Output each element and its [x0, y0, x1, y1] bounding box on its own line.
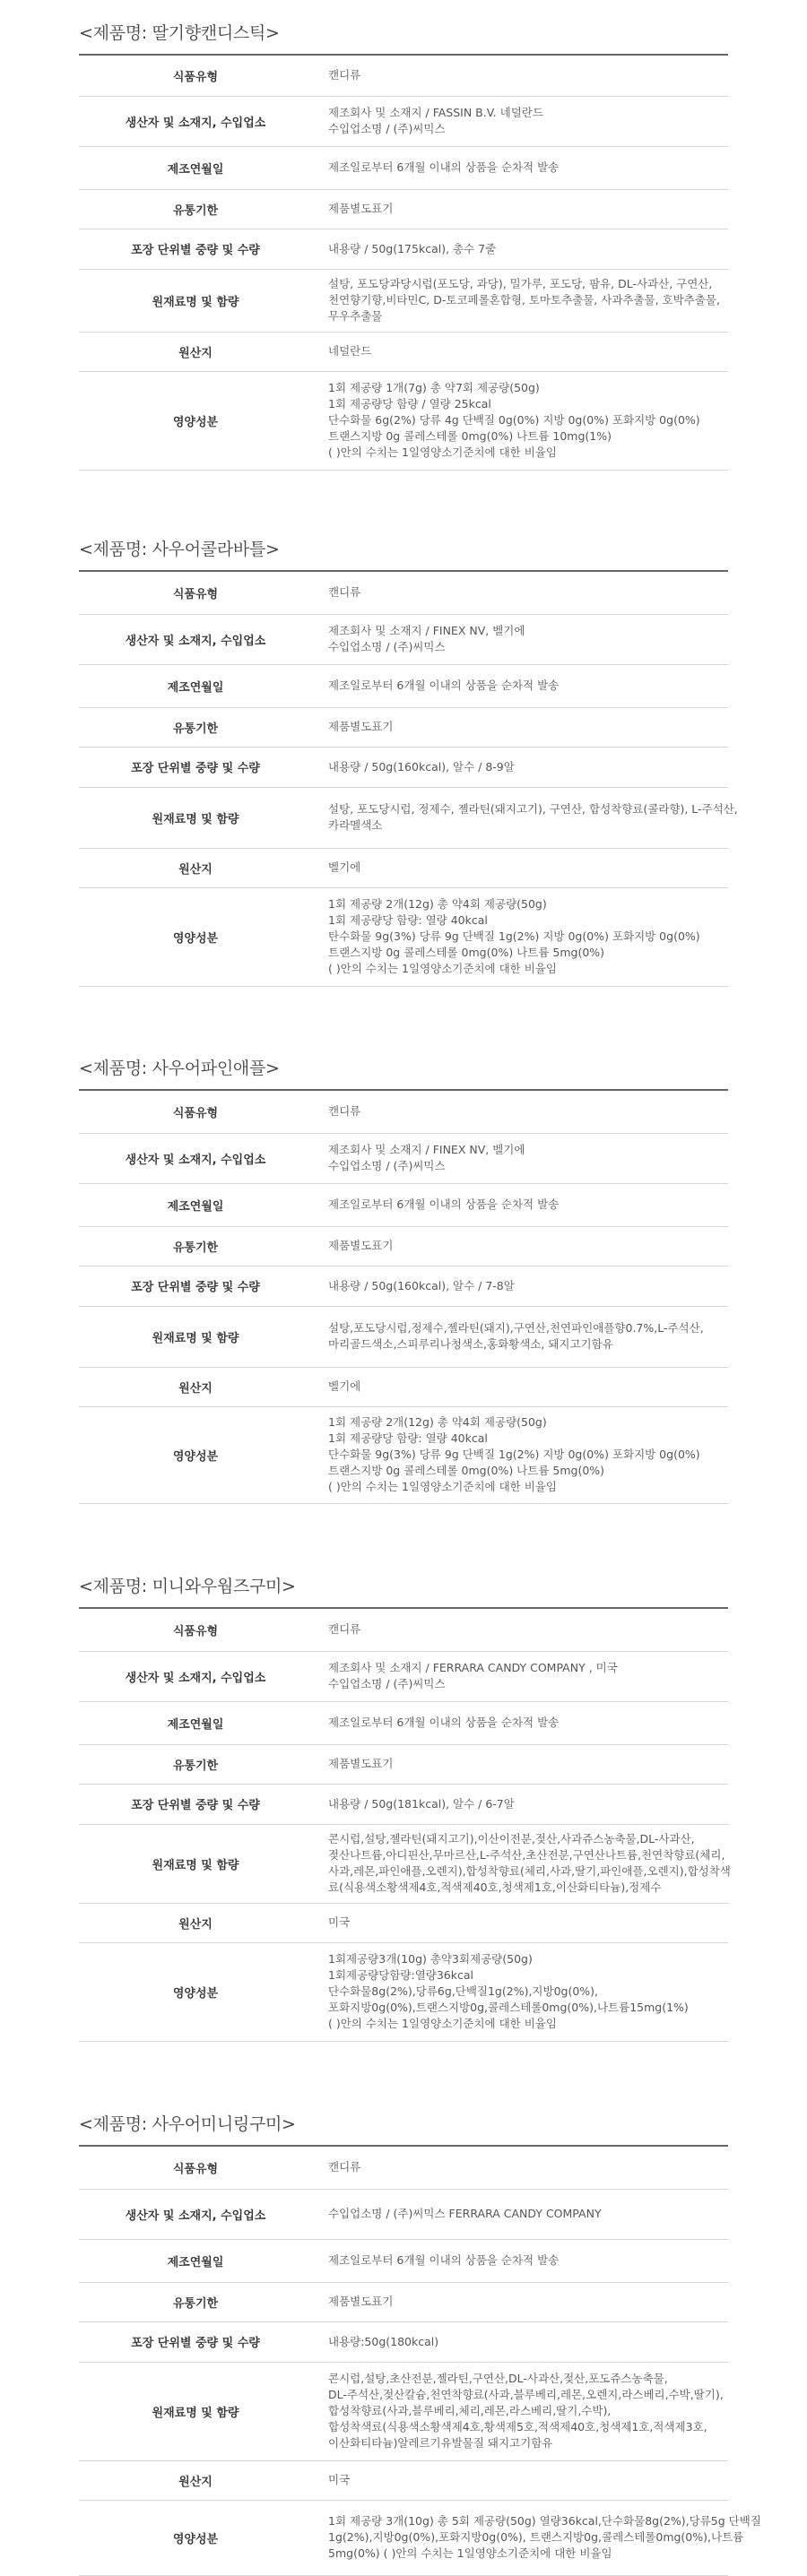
row-label: 제조연월일 [79, 1183, 312, 1226]
row-label: 포장 단위별 중량 및 수량 [79, 1266, 312, 1306]
value-line: 벨기에 [328, 860, 361, 874]
value-line: 제조일로부터 6개월 이내의 상품을 순차적 발송 [328, 160, 560, 174]
value-line: 제조회사 및 소재지 / FINEX NV, 벨기에 [328, 624, 525, 637]
row-value [312, 1784, 728, 1824]
row-value [312, 1367, 728, 1406]
value-line: ( )안의 수치는 1일영양소기준치에 대한 비율임 [328, 2017, 557, 2030]
value-line: 설탕, 포도당과당시럽(포도당, 과당), 밀가루, 포도당, 팜유, DL-사과산, 구연산, [328, 277, 713, 290]
value-line: 제조일로부터 6개월 이내의 상품을 순차적 발송 [328, 679, 560, 692]
table-row [79, 1133, 728, 1183]
value-line: 제품별도표기 [328, 1757, 394, 1770]
row-label: 원재료명 및 함량 [79, 2362, 312, 2460]
row-label: 제조연월일 [79, 146, 312, 189]
table-row [79, 2282, 728, 2321]
row-label: 생산자 및 소재지, 수입업소 [79, 614, 312, 664]
row-value [312, 1406, 728, 1503]
value-line: 트랜스지방 0g 콜레스테롤 0mg(0%) 나트륨 10mg(1%) [328, 429, 612, 443]
row-label: 식품유형 [79, 2146, 312, 2189]
table-row [79, 614, 728, 664]
table-row [79, 1824, 728, 1903]
row-value [312, 2362, 728, 2460]
row-label: 원산지 [79, 2460, 312, 2500]
row-label: 유통기한 [79, 707, 312, 747]
table-row [79, 2460, 728, 2500]
value-line: 카라멜색소 [328, 818, 383, 832]
value-line: 1회 제공량당 함량: 열량 40kcal [328, 913, 488, 927]
row-value [312, 1651, 728, 1701]
value-line: 수입업소명 / (주)씨믹스 FERRARA CANDY COMPANY [328, 2207, 602, 2220]
row-value [312, 848, 728, 887]
table-row [79, 1226, 728, 1266]
value-line: 캔디류 [328, 68, 361, 82]
row-label: 원산지 [79, 332, 312, 371]
row-label: 식품유형 [79, 1090, 312, 1133]
value-line: 내용량:50g(180kcal) [328, 2334, 439, 2348]
table-row [79, 269, 728, 332]
table-row [79, 747, 728, 787]
value-line: 수입업소명 / (주)씨믹스 [328, 640, 446, 653]
row-value [312, 2239, 728, 2282]
row-value [312, 2460, 728, 2500]
row-value [312, 1266, 728, 1306]
table-row [79, 1367, 728, 1406]
value-line: 벨기에 [328, 1379, 361, 1393]
row-value [312, 1903, 728, 1942]
value-line: 내용량 / 50g(160kcal), 알수 / 7-8알 [328, 1278, 515, 1292]
table-row [79, 1903, 728, 1942]
row-value [312, 189, 728, 229]
row-value [312, 887, 728, 986]
row-value [312, 747, 728, 787]
row-label: 유통기한 [79, 2282, 312, 2321]
spec-table [79, 54, 728, 471]
table-row [79, 1090, 728, 1133]
table-row [79, 1651, 728, 1701]
value-line: 네덜란드 [328, 344, 372, 358]
value-line: 1회제공량3개(10g) 총약3회제공량(50g) [328, 1952, 533, 1966]
value-line: 단수화물 9g(3%) 당류 9g 단백질 1g(2%) 지방 0g(0%) 포화지방 0g(0%) [328, 1448, 700, 1461]
value-line: 이산화티타늄)알레르기유발물질 돼지고기함유 [328, 2436, 553, 2450]
table-row [79, 2146, 728, 2189]
row-value [312, 229, 728, 269]
value-line: 캔디류 [328, 585, 361, 600]
table-row [79, 2362, 728, 2460]
table-row [79, 371, 728, 470]
value-line: 1회 제공량당 함량: 열량 40kcal [328, 1431, 488, 1445]
product-title: <제품명: 미니와우웜즈구미> [79, 1577, 296, 1596]
row-label: 식품유형 [79, 55, 312, 96]
row-label: 식품유형 [79, 571, 312, 614]
value-line: 마리골드색소,스피루리나청색소,홍화황색소, 돼지고기함유 [328, 1337, 613, 1351]
value-line: 미국 [328, 1915, 351, 1929]
value-line: 캔디류 [328, 1622, 361, 1637]
table-row [79, 2239, 728, 2282]
value-line: 내용량 / 50g(181kcal), 알수 / 6-7알 [328, 1796, 515, 1811]
value-line: 포화지방0g(0%),트랜스지방0g,콜레스테롤0mg(0%),나트륨15mg(1%) [328, 2001, 689, 2014]
product-title: <제품명: 사우어미니링구미> [79, 2114, 296, 2134]
table-row [79, 189, 728, 229]
value-line: 천연향기향,비타민C, D-토코페롤혼합형, 토마토추출물, 사과추출물, 호박추출물, [328, 293, 720, 307]
row-label: 원재료명 및 함량 [79, 269, 312, 332]
row-label: 생산자 및 소재지, 수입업소 [79, 96, 312, 146]
table-row [79, 1608, 728, 1651]
value-line: 1회 제공량 2개(12g) 총 약4회 제공량(50g) [328, 1415, 547, 1429]
value-line: 제품별도표기 [328, 2295, 394, 2308]
table-row [79, 1406, 728, 1503]
value-line: 캔디류 [328, 2160, 361, 2174]
row-value [312, 2500, 761, 2575]
row-label: 유통기한 [79, 1226, 312, 1266]
table-row [79, 55, 728, 96]
row-value [312, 332, 728, 371]
row-label: 영양성분 [79, 371, 312, 470]
row-label: 원산지 [79, 1903, 312, 1942]
row-label: 생산자 및 소재지, 수입업소 [79, 1133, 312, 1183]
row-label: 제조연월일 [79, 2239, 312, 2282]
value-line: 1회제공량당함량:열량36kcal [328, 1968, 473, 1982]
table-row [79, 229, 728, 269]
value-line: 1회 제공량 1개(7g) 총 약7회 제공량(50g) [328, 381, 540, 394]
row-label: 포장 단위별 중량 및 수량 [79, 2321, 312, 2362]
value-line: 제조회사 및 소재지 / FINEX NV, 벨기에 [328, 1143, 525, 1156]
table-row [79, 787, 728, 848]
row-value [312, 1744, 728, 1784]
value-line: 제조회사 및 소재지 / FERRARA CANDY COMPANY , 미국 [328, 1661, 618, 1674]
value-line: ( )안의 수치는 1일영양소기준치에 대한 비율임 [328, 962, 557, 975]
value-line: DL-주석산,젖산칼슘,천연착향료(사과,블루베리,레몬,오렌지,라스베리,수박,딸기), [328, 2388, 724, 2401]
table-row [79, 1942, 728, 2041]
value-line: 료(식용색소황색제4호,적색제40호,청색제1호,이산화티타늄),정제수 [328, 1880, 662, 1894]
spec-table [79, 570, 738, 987]
row-value [312, 96, 728, 146]
value-line: 1g(2%),지방0g(0%),포화지방0g(0%), 트랜스지방0g,콜레스테롤0mg(0%),나트륨 [328, 2530, 744, 2544]
value-line: 콘시럽,설탕,초산전분,젤라틴,구연산,DL-사과산,젖산,포도쥬스농축물, [328, 2372, 668, 2385]
row-value [312, 1306, 728, 1367]
value-line: 단수화물8g(2%),당류6g,단백질1g(2%),지방0g(0%), [328, 1984, 599, 1998]
table-row [79, 2500, 728, 2575]
row-label: 영양성분 [79, 2500, 312, 2575]
row-value [312, 1133, 728, 1183]
row-label: 영양성분 [79, 1942, 312, 2041]
table-row [79, 1784, 728, 1824]
table-row [79, 1183, 728, 1226]
table-row [79, 1744, 728, 1784]
value-line: 1회 제공량당 함량 / 열량 25kcal [328, 397, 491, 411]
value-line: 1회 제공량 3개(10g) 총 5회 제공량(50g) 열량36kcal,단수화물8g(2%),당류5g 단백질 [328, 2514, 761, 2528]
table-row [79, 571, 728, 614]
value-line: 내용량 / 50g(175kcal), 총수 7줄 [328, 241, 497, 255]
value-line: 콘시럽,설탕,젤라틴(돼지고기),이산이전분,젖산,사과쥬스농축물,DL-사과산, [328, 1832, 695, 1846]
table-row [79, 2321, 728, 2362]
spec-table [79, 2145, 761, 2576]
row-value [312, 2321, 728, 2362]
row-label: 원산지 [79, 848, 312, 887]
table-row [79, 887, 728, 986]
value-line: 합성착색료(식용색소황색제4호,황색제5호,적색제40호,청색제1호,적색제3호, [328, 2420, 707, 2433]
row-value [312, 571, 728, 614]
row-value [312, 1090, 728, 1133]
table-row [79, 2189, 728, 2239]
value-line: 제조일로부터 6개월 이내의 상품을 순차적 발송 [328, 1716, 560, 1729]
row-value [312, 614, 728, 664]
row-label: 생산자 및 소재지, 수입업소 [79, 2189, 312, 2239]
row-value [312, 2189, 728, 2239]
value-line: 제조일로부터 6개월 이내의 상품을 순차적 발송 [328, 2253, 560, 2267]
row-value [312, 1608, 728, 1651]
row-label: 포장 단위별 중량 및 수량 [79, 747, 312, 787]
table-row [79, 707, 728, 747]
value-line: 미국 [328, 2473, 351, 2486]
value-line: 내용량 / 50g(160kcal), 알수 / 8-9알 [328, 759, 515, 774]
row-label: 원재료명 및 함량 [79, 1824, 312, 1903]
value-line: ( )안의 수치는 1일영양소기준치에 대한 비율임 [328, 445, 557, 459]
value-line: 제품별도표기 [328, 1239, 394, 1252]
table-row [79, 146, 728, 189]
value-line: 탄수화물 9g(3%) 당류 9g 단백질 1g(2%) 지방 0g(0%) 포화지방 0g(0%) [328, 929, 700, 943]
row-label: 제조연월일 [79, 664, 312, 707]
value-line: ( )안의 수치는 1일영양소기준치에 대한 비율임 [328, 1480, 557, 1493]
value-line: 무우추출물 [328, 309, 383, 323]
table-row [79, 332, 728, 371]
row-label: 원재료명 및 함량 [79, 1306, 312, 1367]
row-value [312, 1226, 728, 1266]
table-row [79, 1701, 728, 1744]
value-line: 트랜스지방 0g 콜레스테롤 0mg(0%) 나트륨 5mg(0%) [328, 1464, 605, 1477]
value-line: 수입업소명 / (주)씨믹스 [328, 1677, 446, 1690]
row-value [312, 664, 728, 707]
table-row [79, 96, 728, 146]
row-value [312, 269, 728, 332]
table-row [79, 1306, 728, 1367]
value-line: 수입업소명 / (주)씨믹스 [328, 122, 446, 135]
table-row [79, 848, 728, 887]
row-value [312, 787, 738, 848]
row-value [312, 55, 728, 96]
row-label: 영양성분 [79, 887, 312, 986]
value-line: 1회 제공량 2개(12g) 총 약4회 제공량(50g) [328, 897, 547, 911]
row-label: 제조연월일 [79, 1701, 312, 1744]
row-label: 영양성분 [79, 1406, 312, 1503]
row-label: 유통기한 [79, 189, 312, 229]
value-line: 합성착향료(사과,블루베리,체리,레몬,라스베리,딸기,수박), [328, 2404, 612, 2417]
value-line: 제조일로부터 6개월 이내의 상품을 순차적 발송 [328, 1197, 560, 1211]
spec-table [79, 1607, 731, 2042]
spec-table [79, 1089, 728, 1504]
row-value [312, 371, 728, 470]
table-row [79, 1266, 728, 1306]
value-line: 사과,레몬,파인애플,오렌지),합성착향료(체리,사과,딸기,파인애플,오렌지),합성착색 [328, 1864, 731, 1878]
row-label: 유통기한 [79, 1744, 312, 1784]
product-title: <제품명: 사우어콜라바틀> [79, 540, 280, 559]
row-value [312, 1701, 728, 1744]
value-line: 5mg(0%) ( )안의 수치는 1일영양소기준치에 대한 비율임 [328, 2546, 612, 2560]
row-label: 생산자 및 소재지, 수입업소 [79, 1651, 312, 1701]
value-line: 설탕,포도당시럽,정제수,젤라틴(돼지),구연산,천연파인애플향0.7%,L-주석산, [328, 1321, 704, 1335]
product-title: <제품명: 딸기향캔디스틱> [79, 23, 280, 43]
row-value [312, 707, 728, 747]
row-label: 포장 단위별 중량 및 수량 [79, 1784, 312, 1824]
table-row [79, 664, 728, 707]
product-title: <제품명: 사우어파인애플> [79, 1059, 280, 1078]
row-value [312, 1183, 728, 1226]
value-line: 제품별도표기 [328, 720, 394, 733]
value-line: 젖산나트륨,아디핀산,무마르산,L-주석산,초산전분,구연산나트륨,천연착향료(체리, [328, 1848, 725, 1862]
row-value [312, 146, 728, 189]
row-label: 원산지 [79, 1367, 312, 1406]
row-value [312, 1824, 731, 1903]
row-value [312, 1942, 728, 2041]
row-label: 포장 단위별 중량 및 수량 [79, 229, 312, 269]
row-value [312, 2282, 728, 2321]
value-line: 설탕, 포도당시럽, 정제수, 젤라틴(돼지고기), 구연산, 합성착향료(콜라향), L-주석산, [328, 802, 738, 816]
value-line: 단수화물 6g(2%) 당류 4g 단백질 0g(0%) 지방 0g(0%) 포화지방 0g(0%) [328, 413, 700, 427]
value-line: 제조회사 및 소재지 / FASSIN B.V. 네덜란드 [328, 106, 543, 119]
row-label: 식품유형 [79, 1608, 312, 1651]
row-value [312, 2146, 728, 2189]
value-line: 캔디류 [328, 1104, 361, 1119]
value-line: 트랜스지방 0g 콜레스테롤 0mg(0%) 나트륨 5mg(0%) [328, 946, 605, 959]
value-line: 제품별도표기 [328, 202, 394, 215]
value-line: 수입업소명 / (주)씨믹스 [328, 1159, 446, 1172]
row-label: 원재료명 및 함량 [79, 787, 312, 848]
